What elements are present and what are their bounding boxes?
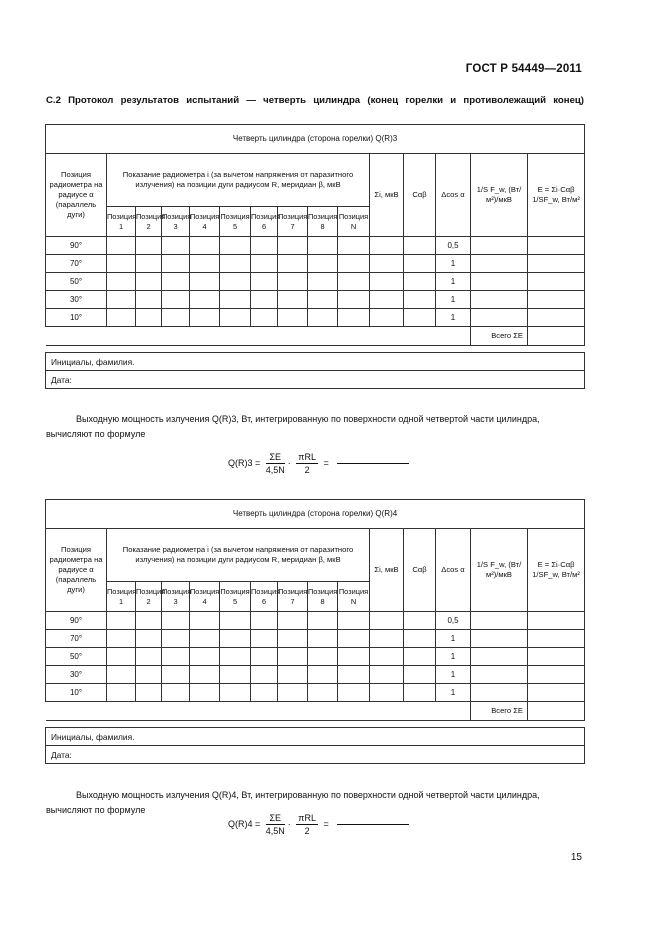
section-title: С.2 Протокол результатов испытаний — четверть цилиндра (конец горелки и противолежащий конец) — [46, 95, 584, 106]
table-row: 10° 1 — [46, 684, 585, 702]
table-row: 50° 1 — [46, 648, 585, 666]
position-header: Позиция 8 — [308, 582, 338, 612]
table-row: 50° 1 — [46, 273, 585, 291]
table-caption: Четверть цилиндра (сторона горелки) Q(R)3 — [46, 125, 585, 154]
page-number: 15 — [570, 852, 582, 863]
position-header: Позиция 6 — [251, 207, 278, 237]
table-row: 90° 0,5 — [46, 612, 585, 630]
total-value — [528, 702, 585, 721]
formula-q4: Q(R)4 = $\frac{\Sigma E}{4,5N}$ · $\frac{\text{πRL}}{2}$ = — [228, 813, 409, 836]
table-row: 70° 1 — [46, 630, 585, 648]
position-column-header: Позиция радиометра на радиусе α (параллель дуги) — [46, 154, 107, 237]
position-header: Позиция 2 — [136, 582, 162, 612]
position-header: Позиция 6 — [251, 582, 278, 612]
total-label: Всего ΣE — [471, 327, 528, 346]
readings-column-header: Показание радиометра i (за вычетом напряжения от паразитного излучения) на позиции дуги радиусом R, меридиан β, мкВ — [107, 154, 370, 207]
total-label: Всего ΣE — [471, 702, 528, 721]
dcos-column-header: Δcos α — [436, 154, 471, 237]
sum-column-header: Σi, мкВ — [370, 154, 404, 237]
position-header: Позиция 4 — [190, 582, 220, 612]
cab-column-header: Cαβ — [404, 529, 436, 612]
position-header: Позиция N — [338, 207, 370, 237]
protocol-table-q4 — [45, 499, 585, 764]
date-field: Дата: — [46, 371, 585, 389]
paragraph-q4: Выходную мощность излучения Q(R)4, Вт, интегрированную по поверхности одной четвертой части цилиндра, вычисляют по формуле — [46, 790, 540, 815]
dcos-column-header: Δcos α — [436, 529, 471, 612]
inv-sf-column-header: 1/S F_w, (Вт/м²)/мкВ — [471, 154, 528, 237]
e-column-header: E = Σi·Cαβ 1/SF_w, Вт/м² — [528, 529, 585, 612]
cab-column-header: Cαβ — [404, 154, 436, 237]
position-header: Позиция N — [338, 582, 370, 612]
formula-q3: Q(R)3 = $\frac{\Sigma E}{4,5N}$ · $\frac{\text{πRL}}{2}$ = — [228, 452, 409, 475]
table-row: 70° 1 — [46, 255, 585, 273]
readings-column-header: Показание радиометра i (за вычетом напряжения от паразитного излучения) на позиции дуги радиусом R, меридиан β, мкВ — [107, 529, 370, 582]
position-header: Позиция 1 — [107, 207, 136, 237]
table-row: 90° 0,5 — [46, 237, 585, 255]
total-value — [528, 327, 585, 346]
position-header: Позиция 5 — [220, 582, 251, 612]
inv-sf-column-header: 1/S F_w, (Вт/м²)/мкВ — [471, 529, 528, 612]
position-header: Позиция 8 — [308, 207, 338, 237]
table-row: 30° 1 — [46, 666, 585, 684]
table-caption: Четверть цилиндра (сторона горелки) Q(R)4 — [46, 500, 585, 529]
position-header: Позиция 5 — [220, 207, 251, 237]
table-row: 30° 1 — [46, 291, 585, 309]
sum-column-header: Σi, мкВ — [370, 529, 404, 612]
position-header: Позиция 3 — [162, 582, 190, 612]
date-field: Дата: — [46, 746, 585, 764]
position-header: Позиция 1 — [107, 582, 136, 612]
position-header: Позиция 7 — [278, 207, 308, 237]
document-header: ГОСТ Р 54449—2011 — [465, 63, 582, 75]
position-header: Позиция 3 — [162, 207, 190, 237]
initials-field: Инициалы, фамилия. — [46, 353, 585, 371]
position-header: Позиция 4 — [190, 207, 220, 237]
e-column-header: E = Σi·Cαβ 1/SF_w, Вт/м² — [528, 154, 585, 237]
initials-field: Инициалы, фамилия. — [46, 728, 585, 746]
table-row: 10° 1 — [46, 309, 585, 327]
position-column-header: Позиция радиометра на радиусе α (параллель дуги) — [46, 529, 107, 612]
position-header: Позиция 7 — [278, 582, 308, 612]
protocol-table-q3 — [45, 124, 585, 389]
paragraph-q3: Выходную мощность излучения Q(R)3, Вт, интегрированную по поверхности одной четвертой части цилиндра, вычисляют по формуле — [46, 414, 540, 439]
position-header: Позиция 2 — [136, 207, 162, 237]
